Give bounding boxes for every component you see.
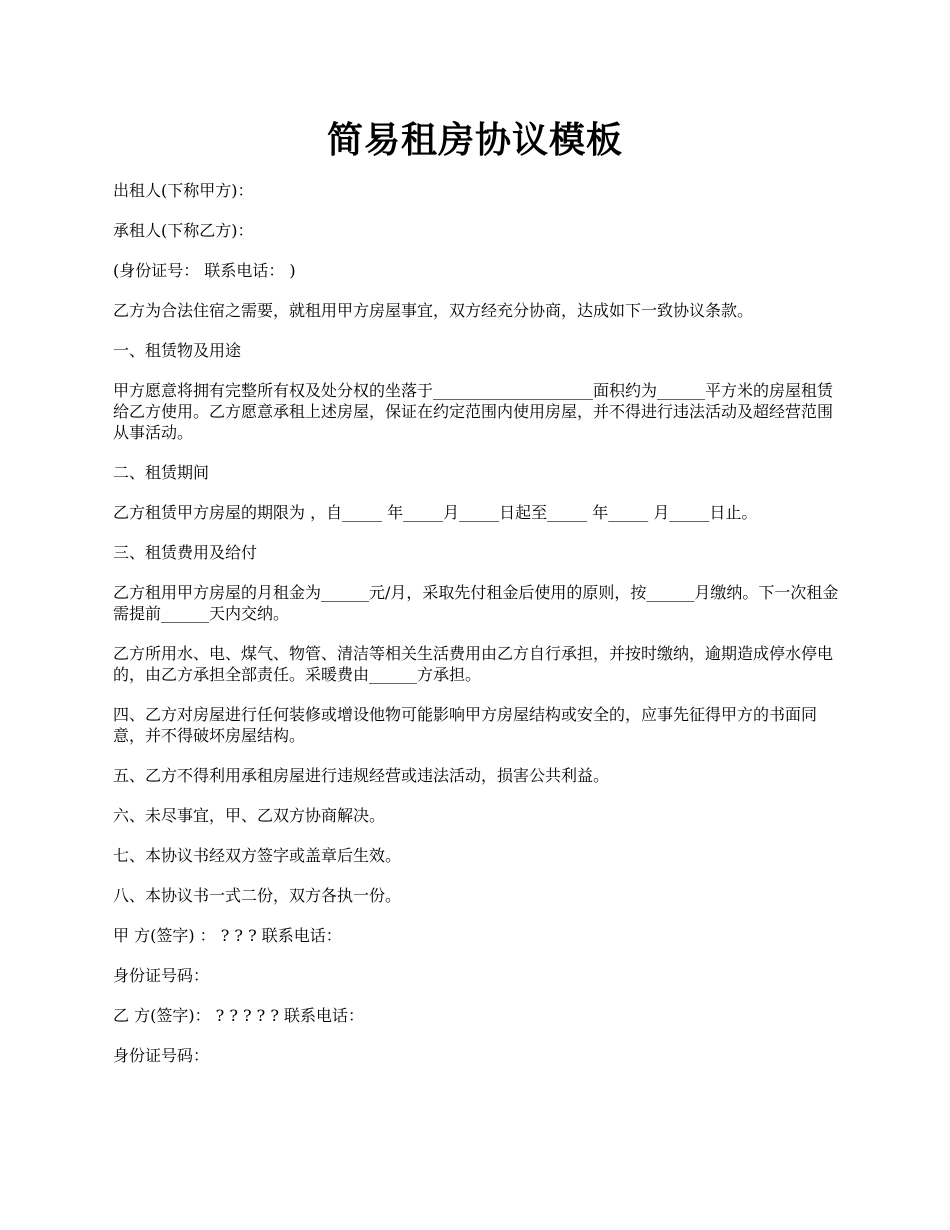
document-body xyxy=(113,180,848,1085)
party-b-signature-line: 乙 方(签字)： ? ? ? ? ? 联系电话： xyxy=(113,1006,364,1025)
property-paragraph: 甲方愿意将拥有完整所有权及处分权的坐落于____________________面积约为______平方米的房屋租赁给乙方使用。乙方愿意承租上述房屋，保证在约定范围内使用房屋，并不得进行违法活动及超经营范围从事活动。 xyxy=(113,381,834,442)
document-title: 简易租房协议模板 xyxy=(326,119,623,161)
party-a-signature-line: 甲 方(签字) ： ? ? ? 联系电话： xyxy=(113,926,342,945)
clause-8: 八、本协议书一式二份，双方各执一份。 xyxy=(113,886,402,905)
lessee-line: 承租人(下称乙方)： xyxy=(113,221,254,240)
intro-paragraph: 乙方为合法住宿之需要，就租用甲方房屋事宜，双方经充分协商，达成如下一致协议条款。 xyxy=(113,301,754,320)
lessor-line: 出租人(下称甲方)： xyxy=(113,181,254,200)
clause-6: 六、未尽事宜，甲、乙双方协商解决。 xyxy=(113,806,386,825)
party-a-id-line: 身份证号码： xyxy=(113,966,210,985)
section-heading-1: 一、租赁物及用途 xyxy=(113,341,242,360)
clause-7: 七、本协议书经双方签字或盖章后生效。 xyxy=(113,846,402,865)
id-phone-line: (身份证号： 联系电话： ) xyxy=(113,261,296,280)
clause-5: 五、乙方不得利用承租房屋进行违规经营或违法活动，损害公共利益。 xyxy=(113,766,610,785)
utilities-paragraph: 乙方所用水、电、煤气、物管、清洁等相关生活费用由乙方自行承担，并按时缴纳，逾期造成停水停电的，由乙方承担全部责任。采暖费由______方承担。 xyxy=(113,644,834,684)
party-b-id-line: 身份证号码： xyxy=(113,1046,210,1065)
section-heading-2: 二、租赁期间 xyxy=(113,463,210,482)
rent-paragraph: 乙方租用甲方房屋的月租金为______元/月，采取先付租金后使用的原则，按______月缴纳。下一次租金需提前______天内交纳。 xyxy=(113,583,839,623)
term-paragraph: 乙方租赁甲方房屋的期限为 ，自_____ 年_____月_____日起至_____ 年_____ 月_____日止。 xyxy=(113,503,758,522)
clause-4: 四、乙方对房屋进行任何装修或增设他物可能影响甲方房屋结构或安全的，应事先征得甲方的书面同意，并不得破坏房屋结构。 xyxy=(113,705,818,745)
section-heading-3: 三、租赁费用及给付 xyxy=(113,543,258,562)
